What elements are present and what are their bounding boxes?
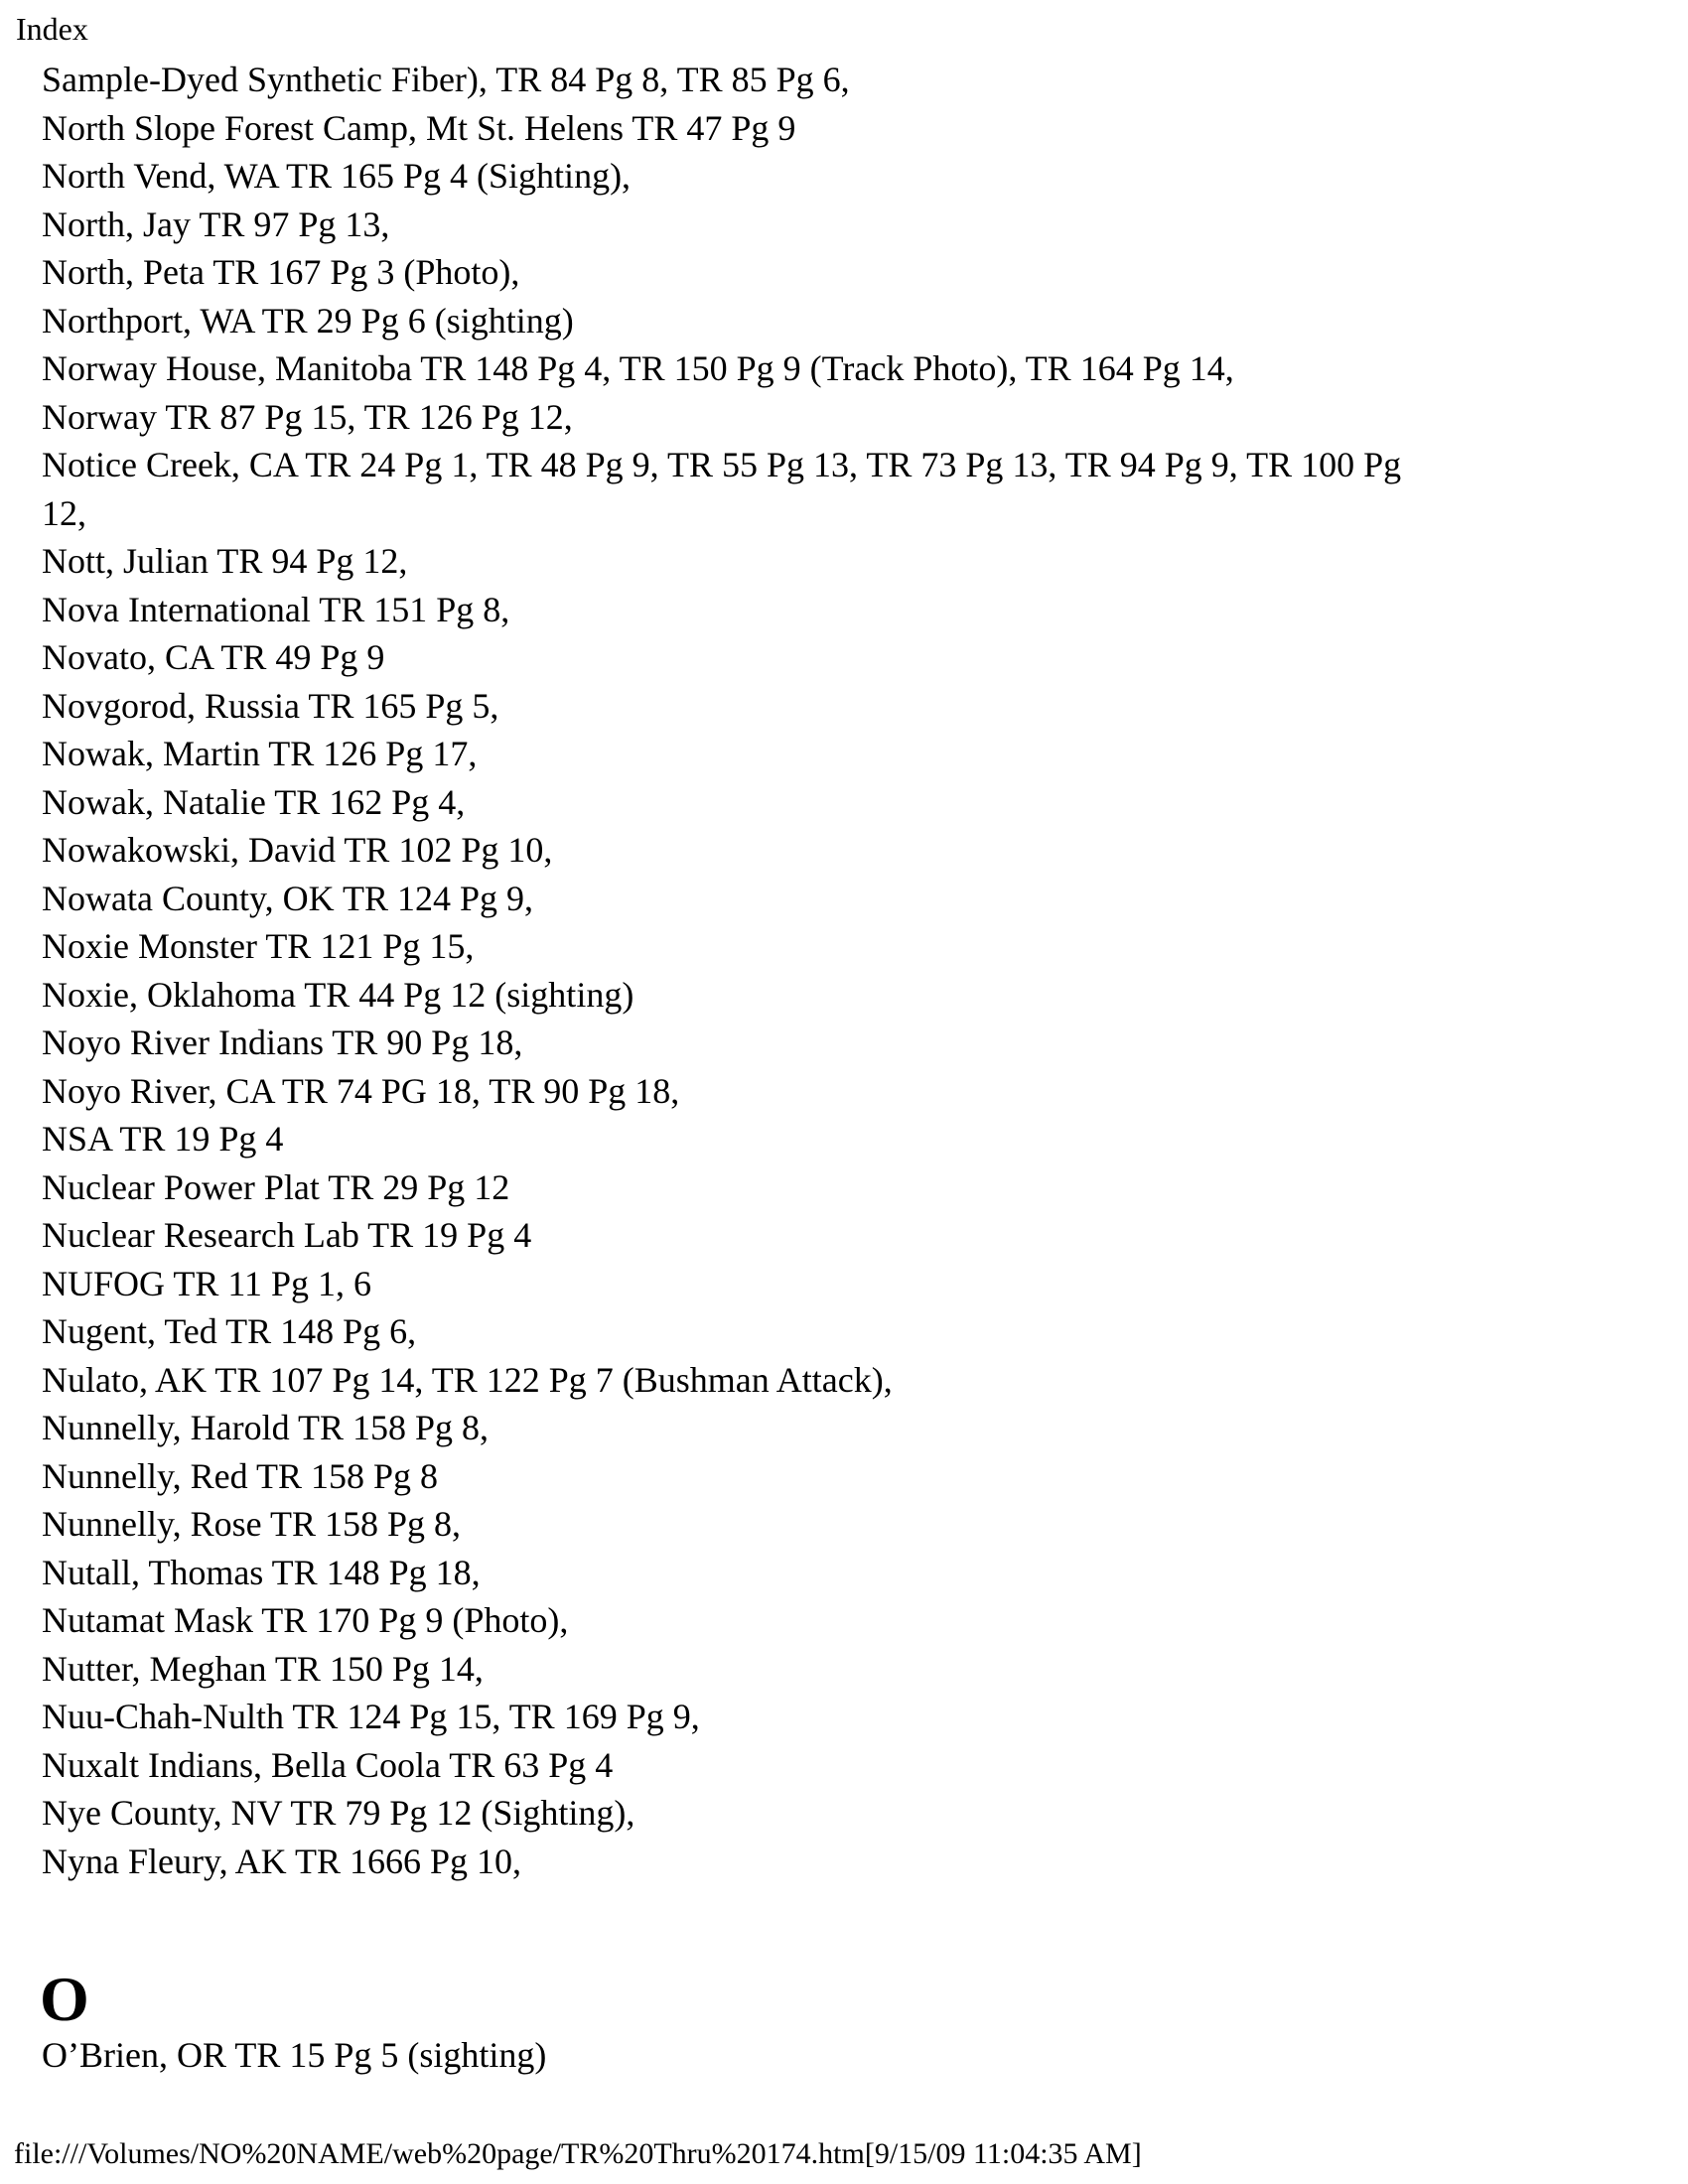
index-entry-line: Nowak, Natalie TR 162 Pg 4, bbox=[42, 781, 466, 822]
index-entry-line: O’Brien, OR TR 15 Pg 5 (sighting) bbox=[42, 2035, 547, 2075]
index-entry-line: Nye County, NV TR 79 Pg 12 (Sighting), bbox=[42, 1793, 635, 1833]
index-entry-line: Nugent, Ted TR 148 Pg 6, bbox=[42, 1311, 417, 1351]
index-entry-line: Nunnelly, Rose TR 158 Pg 8, bbox=[42, 1504, 462, 1544]
index-entry-line: Notice Creek, CA TR 24 Pg 1, TR 48 Pg 9, TR 55 Pg 13, TR 73 Pg 13, TR 94 Pg 9, TR 100 Pg bbox=[42, 445, 1402, 484]
print-footer-file-path: file:///Volumes/NO%20NAME/web%20page/TR%20Thru%20174.htm[9/15/09 11:04:35 AM] bbox=[14, 2137, 1142, 2170]
index-entry-line: Noxie, Oklahoma TR 44 Pg 12 (sighting) bbox=[42, 974, 634, 1015]
index-entry-line: Nunnelly, Harold TR 158 Pg 8, bbox=[42, 1408, 489, 1447]
index-entry-line: Nowak, Martin TR 126 Pg 17, bbox=[42, 734, 478, 773]
index-entry-line: Nuxalt Indians, Bella Coola TR 63 Pg 4 bbox=[42, 1744, 614, 1785]
section-heading-o: O bbox=[40, 1964, 89, 2034]
index-entry-line: Nutamat Mask TR 170 Pg 9 (Photo), bbox=[42, 1600, 569, 1640]
index-entry-line: Nuclear Research Lab TR 19 Pg 4 bbox=[42, 1215, 532, 1255]
index-entry-line: NSA TR 19 Pg 4 bbox=[42, 1119, 284, 1159]
index-entry-line: Sample-Dyed Synthetic Fiber), TR 84 Pg 8, TR 85 Pg 6, bbox=[42, 60, 850, 99]
index-entry-line: Noxie Monster TR 121 Pg 15, bbox=[42, 926, 475, 966]
index-entry-line: Nott, Julian TR 94 Pg 12, bbox=[42, 541, 408, 581]
index-entry-line: Nowata County, OK TR 124 Pg 9, bbox=[42, 878, 533, 918]
index-entry-line: Nova International TR 151 Pg 8, bbox=[42, 589, 510, 629]
index-entry-line: Nulato, AK TR 107 Pg 14, TR 122 Pg 7 (Bushman Attack), bbox=[42, 1359, 893, 1400]
section-o-entry-list bbox=[42, 2031, 546, 2080]
index-entry-line: Nunnelly, Red TR 158 Pg 8 bbox=[42, 1455, 439, 1496]
index-entry-line: Noyo River Indians TR 90 Pg 18, bbox=[42, 1023, 523, 1062]
index-entry-line: Novato, CA TR 49 Pg 9 bbox=[42, 637, 385, 677]
index-entry-line: North, Jay TR 97 Pg 13, bbox=[42, 204, 390, 244]
index-entry-line: North Vend, WA TR 165 Pg 4 (Sighting), bbox=[42, 156, 632, 196]
index-entry-line: Nuclear Power Plat TR 29 Pg 12 bbox=[42, 1166, 510, 1207]
index-entry-line: North Slope Forest Camp, Mt St. Helens TR 47 Pg 9 bbox=[42, 107, 796, 148]
index-entry-line: Norway TR 87 Pg 15, TR 126 Pg 12, bbox=[42, 396, 573, 437]
index-entry-line: Noyo River, CA TR 74 PG 18, TR 90 Pg 18, bbox=[42, 1070, 680, 1111]
page-title: Index bbox=[16, 11, 88, 47]
index-entry-line: Norway House, Manitoba TR 148 Pg 4, TR 150 Pg 9 (Track Photo), TR 164 Pg 14, bbox=[42, 348, 1234, 388]
index-entry-line: Northport, WA TR 29 Pg 6 (sighting) bbox=[42, 300, 574, 341]
index-entry-line: Nutall, Thomas TR 148 Pg 18, bbox=[42, 1552, 481, 1592]
index-entry-list bbox=[42, 56, 1401, 1885]
index-entry-line: Nuu-Chah-Nulth TR 124 Pg 15, TR 169 Pg 9, bbox=[42, 1697, 700, 1736]
index-entry-line: NUFOG TR 11 Pg 1, 6 bbox=[42, 1263, 372, 1303]
index-entry-line: Nowakowski, David TR 102 Pg 10, bbox=[42, 830, 553, 870]
index-entry-line: Nyna Fleury, AK TR 1666 Pg 10, bbox=[42, 1841, 522, 1881]
index-entry-line: Novgorod, Russia TR 165 Pg 5, bbox=[42, 685, 499, 726]
index-entry-line: North, Peta TR 167 Pg 3 (Photo), bbox=[42, 252, 520, 292]
index-entry-line: Nutter, Meghan TR 150 Pg 14, bbox=[42, 1648, 484, 1689]
index-entry-line: 12, bbox=[42, 492, 86, 533]
